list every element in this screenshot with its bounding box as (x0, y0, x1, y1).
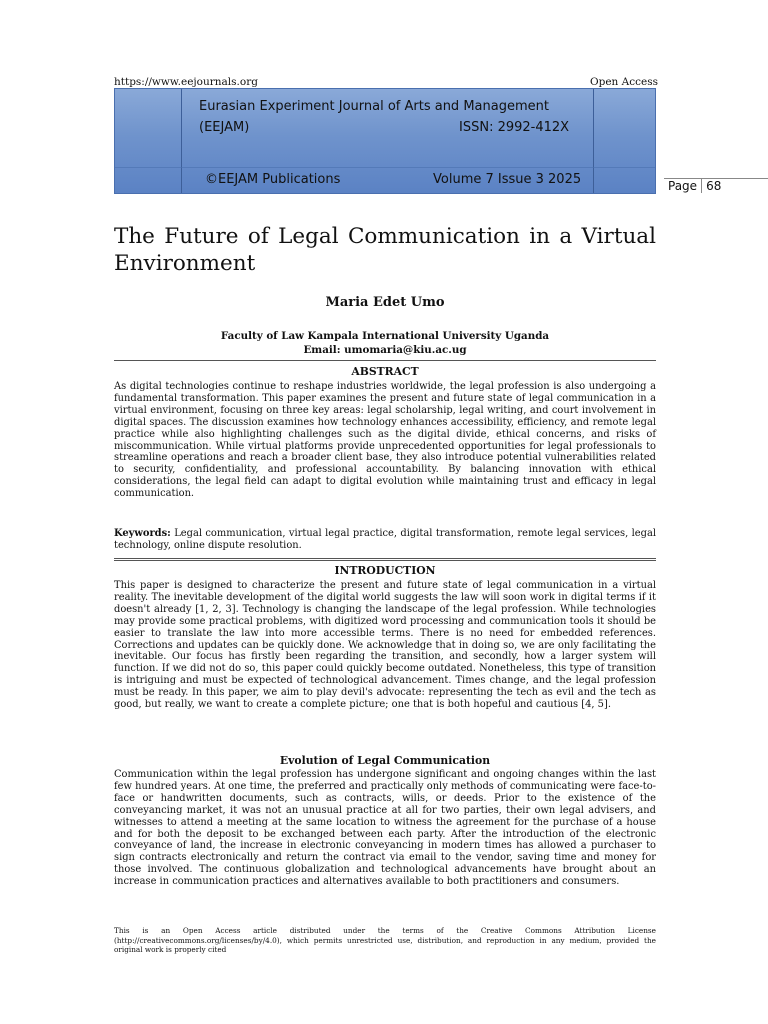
page-label: Page (668, 179, 698, 193)
page-number: 68 (706, 179, 722, 193)
introduction-heading: INTRODUCTION (334, 564, 436, 577)
affiliation-text: Faculty of Law Kampala International University Uganda (220, 330, 550, 342)
page-number-box (664, 178, 768, 193)
journal-abbrev: (EEJAM) (199, 120, 250, 135)
banner-divider-horizontal (115, 167, 655, 168)
journal-url[interactable]: https://www.eejournals.org (114, 76, 258, 88)
article-title: The Future of Legal Communication in a Virtual Environment (114, 224, 656, 276)
journal-banner (114, 88, 656, 194)
license-footer: This is an Open Access article distributed under the terms of the Creative Commons Attribution License (http://creativecommons.org/licenses/by/4.0), which permits unrestricted use, distribution, and reproduction in any medium, provided the original work is properly cited (114, 926, 656, 954)
author-email[interactable]: Email: umomaria@kiu.ac.ug (303, 344, 467, 356)
introduction-text: This paper is designed to characterize the present and future state of legal communication in a virtual reality. The inevitable development of the digital world suggests the law will soon work in digital terms if it doesn't already [1, 2, 3]. Technology is changing the landscape of the legal profession. While technologies may provide some practical problems, with digitized word processing and communication tools it should be easier to translate the law into more accessible terms. There is no need for embedded references. Corrections and updates can be quickly done. We acknowledge that in doing so, we are only facilitating the inevitable. Our focus has firstly been regarding the transition, and secondly, how a larger system will function. If we did not do so, this paper could quickly become outdated. Nonetheless, this type of transition is intriguing and must be expected of technological advancement. Times change, and the legal profession must be ready. In this paper, we aim to play devil's advocate: representing the tech as evil and the tech as good, but really, we want to create a complete picture; one that is both hopeful and cautious [4, 5]. (114, 580, 656, 711)
evolution-text: Communication within the legal profession has undergone significant and ongoing changes within the last few hundred years. At one time, the preferred and practically only methods of communicating were face-to-face or handwritten documents, such as contracts, wills, or deeds. Prior to the existence of the conveyancing market, it was not an unusual practice at all for two parties, their own legal advisers, and witnesses to attend a meeting at the same location to witness the agreement for the purchase of a house and for both the deposit to be exchanged between each party. After the introduction of the electronic conveyance of land, the increase in electronic conveyancing in modern times has allowed a purchaser to sign contracts electronically and return the contract via email to the vendor, saving time and money for those involved. The continuous globalization and technological advancements have brought about an increase in communication practices and alternatives available to both practitioners and consumers. (114, 769, 656, 888)
journal-issn: ISSN: 2992-412X (459, 120, 570, 135)
banner-divider-left (181, 89, 182, 193)
abstract-rule-top (114, 360, 656, 361)
journal-name: Eurasian Experiment Journal of Arts and Management (199, 99, 549, 114)
author-affiliation (114, 329, 656, 357)
evolution-heading: Evolution of Legal Communication (279, 754, 491, 767)
page-separator (701, 179, 702, 193)
volume-issue: Volume 7 Issue 3 2025 (433, 172, 582, 187)
keywords (114, 528, 656, 552)
open-access-label: Open Access (590, 76, 658, 88)
publisher-label: ©EEJAM Publications (205, 172, 341, 187)
abstract-rule-bottom (114, 558, 656, 561)
abstract-heading: ABSTRACT (351, 365, 419, 378)
keywords-label: Keywords: (114, 528, 171, 539)
keywords-text: Legal communication, virtual legal practice, digital transformation, remote legal services, legal technology, online dispute resolution. (114, 528, 656, 551)
abstract-text: As digital technologies continue to reshape industries worldwide, the legal profession is also undergoing a fundamental transformation. This paper examines the present and future state of legal communication in a virtual environment, focusing on three key areas: legal scholarship, legal writing, and court involvement in digital spaces. The discussion examines how technology enhances accessibility, efficiency, and remote legal practice while also highlighting challenges such as the digital divide, ethical concerns, and risks of miscommunication. While virtual platforms provide unprecedented opportunities for legal professionals to streamline operations and reach a broader client base, they also introduce potential vulnerabilities related to security, confidentiality, and professional accountability. By balancing innovation with ethical considerations, the legal field can adapt to digital evolution while maintaining trust and efficacy in legal communication. (114, 381, 656, 500)
author-name: Maria Edet Umo (325, 295, 445, 310)
banner-divider-right (593, 89, 594, 193)
